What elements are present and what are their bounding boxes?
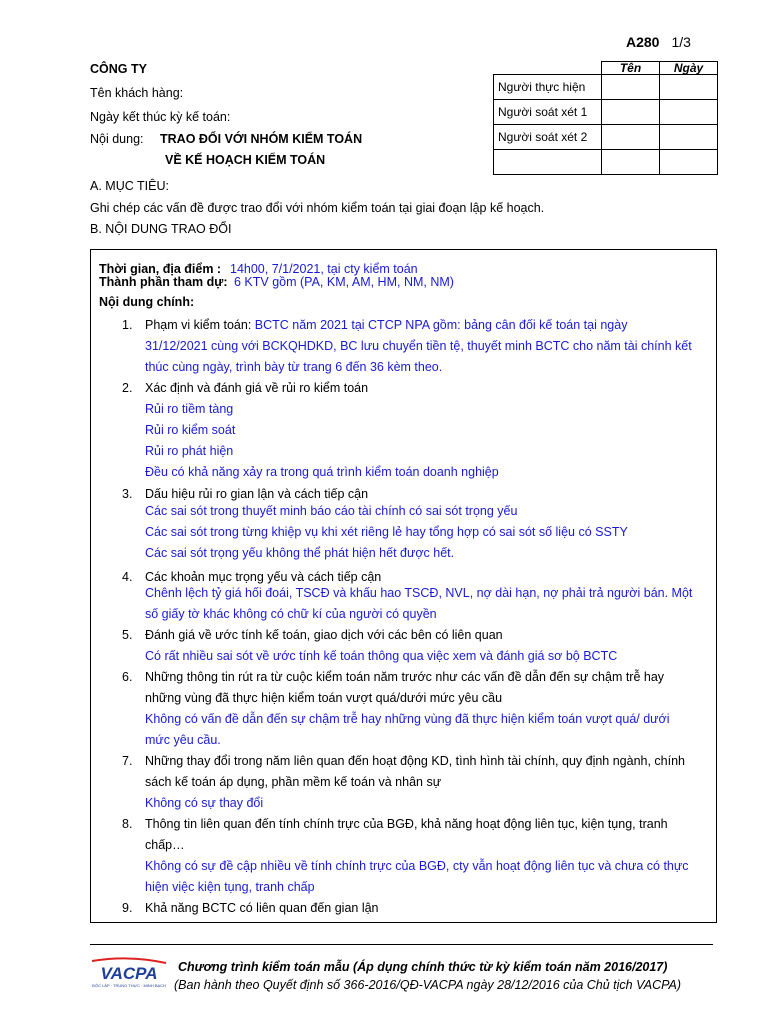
section-a-text: Ghi chép các vấn đề được trao đổi với nhóm kiểm toán tại giai đoạn lập kế hoạch.: [90, 201, 545, 215]
content-title-line2: VỀ KẾ HOẠCH KIỂM TOÁN: [165, 153, 326, 167]
meeting-attendees-label: Thành phần tham dự:: [99, 275, 228, 289]
discussion-box: [90, 249, 717, 923]
vacpa-logo-icon: [90, 957, 168, 989]
item-answer: Đều có khả năng xảy ra trong quá trình kiểm toán doanh nghiệp: [145, 465, 499, 479]
footer-decision-note: (Ban hành theo Quyết định số 366-2016/QĐ-VACPA ngày 28/12/2016 của Chủ tịch VACPA): [174, 978, 682, 992]
section-a-title: A. MỤC TIÊU:: [90, 179, 169, 193]
client-label: Tên khách hàng:: [90, 86, 184, 100]
meeting-time-label: Thời gian, địa điểm :: [99, 262, 222, 276]
signature-corner: [494, 62, 602, 75]
item-answer: Không có sự đề cập nhiều về tính chính trực của BGĐ, cty vẫn hoạt động liên tục và chưa có thực: [145, 859, 689, 873]
item-number: 4.: [122, 570, 133, 584]
item-number: 7.: [122, 754, 133, 768]
signature-name-cell[interactable]: [602, 75, 660, 100]
item-answer: Các sai sót trọng yếu không thể phát hiện hết được hết.: [145, 546, 455, 560]
form-code: [626, 34, 691, 50]
signature-role: [494, 150, 602, 175]
signature-row: [494, 100, 718, 125]
item-answer: số giấy tờ khác không có chữ kí của người có quyền: [145, 607, 437, 621]
item-label: [145, 318, 627, 332]
item-number: 1.: [122, 318, 133, 332]
item-label: Khả năng BCTC có liên quan đến gian lận: [145, 901, 379, 915]
signature-col-date: Ngày: [660, 62, 718, 75]
item-answer: mức yêu cầu.: [145, 733, 221, 747]
item-label: Những thay đổi trong năm liên quan đến hoạt động KD, tình hình tài chính, quy định ngành, chính: [145, 754, 686, 768]
item-answer: Rủi ro phát hiện: [145, 444, 234, 458]
footer-program-title: Chương trình kiểm toán mẫu (Áp dụng chính thức từ kỳ kiểm toán năm 2016/2017): [178, 960, 668, 974]
item-answer: Các sai sót trong từng khiệp vụ khi xét riêng lẻ hay tổng hợp có sai sót số liệu có SSTY: [145, 525, 628, 539]
item-label: sách kế toán áp dụng, phần mềm kế toán và nhân sự: [145, 775, 442, 789]
item-number: 9.: [122, 901, 133, 915]
signature-role: Người soát xét 1: [494, 100, 602, 125]
form-code-number: A280: [626, 34, 660, 50]
item-answer: Có rất nhiều sai sót về ước tính kế toán thông qua việc xem và đánh giá sơ bộ BCTC: [145, 649, 618, 663]
item-label: chấp…: [145, 838, 185, 852]
signature-date-cell[interactable]: [660, 150, 718, 175]
item-number: 6.: [122, 670, 133, 684]
item-answer: Không có vấn đề dẫn đến sự chậm trễ hay những vùng đã thực hiện kiểm toán vượt quá/ dưới: [145, 712, 670, 726]
content-label: Nội dung:: [90, 132, 144, 146]
item-answer: Các sai sót trong thuyết minh báo cáo tài chính có sai sót trọng yếu: [145, 504, 518, 518]
item-answer: 31/12/2021 cùng với BCKQHDKD, BC lưu chuyển tiền tệ, thuyết minh BCTC cho năm tài chính kết: [145, 339, 692, 353]
meeting-attendees-value: 6 KTV gồm (PA, KM, AM, HM, NM, NM): [234, 275, 454, 289]
signature-row: [494, 75, 718, 100]
signature-row: [494, 150, 718, 175]
section-b-title: B. NỘI DUNG TRAO ĐỔI: [90, 222, 232, 236]
vacpa-logo-sub: ĐỘC LẬP · TRUNG THỰC · MINH BẠCH: [92, 983, 166, 988]
item-answer: Rủi ro tiềm tàng: [145, 402, 234, 416]
item-label: Dấu hiệu rủi ro gian lận và cách tiếp cận: [145, 487, 369, 501]
signature-date-cell[interactable]: [660, 100, 718, 125]
item-answer: Rủi ro kiểm soát: [145, 423, 236, 437]
company-label: CÔNG TY: [90, 62, 147, 76]
item-number: 2.: [122, 381, 133, 395]
item-label: Các khoản mục trọng yếu và cách tiếp cận: [145, 570, 382, 584]
item-number: 8.: [122, 817, 133, 831]
item-number: 5.: [122, 628, 133, 642]
item-answer: thúc cùng ngày, trình bày từ trang 6 đến 36 kèm theo.: [145, 360, 443, 374]
signature-table: [493, 61, 718, 175]
item-answer: BCTC năm 2021 tại CTCP NPA gồm: bảng cân đối kế toán tại ngày: [254, 318, 628, 332]
meeting-time-value: 14h00, 7/1/2021, tại cty kiểm toán: [230, 262, 418, 276]
item-answer: Không có sự thay đổi: [145, 796, 264, 810]
signature-role: Người soát xét 2: [494, 125, 602, 150]
content-title-line1: TRAO ĐỔI VỚI NHÓM KIỂM TOÁN: [160, 132, 363, 146]
signature-name-cell[interactable]: [602, 125, 660, 150]
vacpa-logo: [90, 957, 168, 989]
item-label: những vùng đã thực hiện kiểm toán vượt quá/dưới mức yêu cầu: [145, 691, 503, 705]
item-label-text: Phạm vi kiểm toán:: [145, 318, 252, 332]
signature-date-cell[interactable]: [660, 75, 718, 100]
period-label: Ngày kết thúc kỳ kế toán:: [90, 110, 231, 124]
page-number: 1/3: [671, 34, 691, 50]
footer-divider: [90, 944, 713, 945]
signature-header-row: [494, 62, 718, 75]
item-label: Xác định và đánh giá về rủi ro kiểm toán: [145, 381, 369, 395]
item-number: 3.: [122, 487, 133, 501]
signature-name-cell[interactable]: [602, 100, 660, 125]
item-label: Thông tin liên quan đến tính chính trực của BGĐ, khả năng hoạt động liên tục, kiện tụng, tranh: [145, 817, 668, 831]
signature-col-name: Tên: [602, 62, 660, 75]
item-label: Những thông tin rút ra từ cuộc kiểm toán năm trước như các vấn đề dẫn đến sự chậm trễ hay: [145, 670, 665, 684]
signature-role: Người thực hiện: [494, 75, 602, 100]
signature-name-cell[interactable]: [602, 150, 660, 175]
item-answer: hiện việc kiện tụng, tranh chấp: [145, 880, 315, 894]
main-content-label: Nội dung chính:: [99, 295, 195, 309]
vacpa-logo-text: VACPA: [100, 964, 158, 983]
signature-row: [494, 125, 718, 150]
item-label: Đánh giá về ước tính kế toán, giao dịch với các bên có liên quan: [145, 628, 503, 642]
signature-date-cell[interactable]: [660, 125, 718, 150]
item-answer: Chênh lệch tỷ giá hối đoái, TSCĐ và khấu hao TSCĐ, NVL, nợ dài hạn, nợ phải trả người bán. Một: [145, 586, 693, 600]
